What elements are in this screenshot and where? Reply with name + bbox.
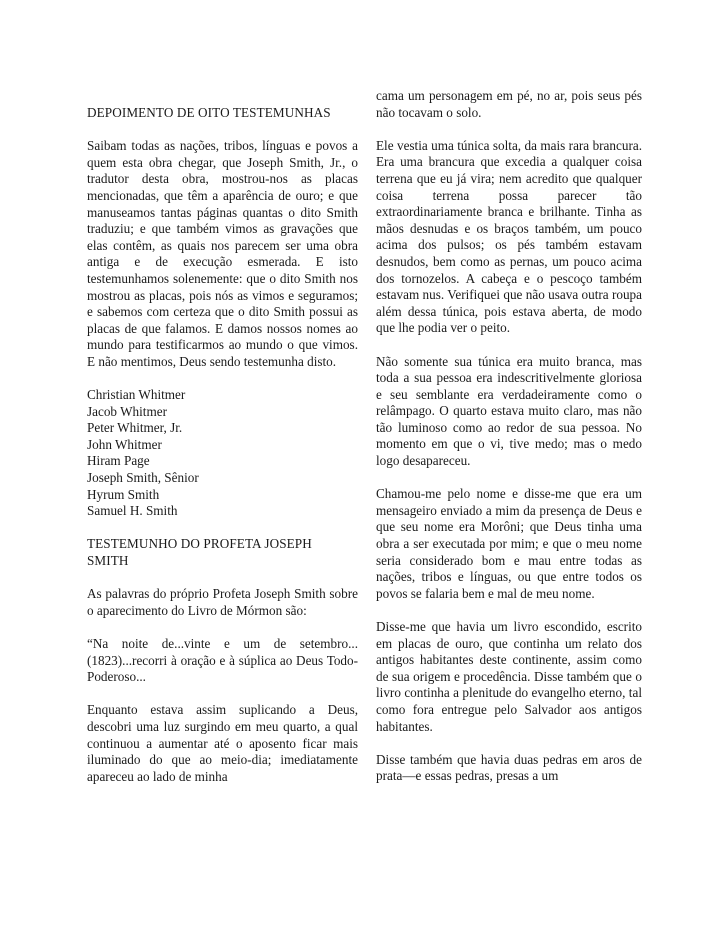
narrative-paragraph: Chamou-me pelo nome e disse-me que era um mensageiro enviado a mim da presença de Deus e que seu nome era Morôni; que Deus tinha uma obra a ser executada por mim; e que o meu nome seria considerado bom e mau entre todas as nações, tribos e línguas, ou que entre todos os povos se falaria bem e mal de meu nome.	[376, 486, 642, 601]
left-column	[87, 105, 358, 802]
section-heading-prophet-testimony	[87, 536, 358, 569]
witness-name: Hiram Page	[87, 453, 150, 469]
witness-name: John Whitmer	[87, 436, 162, 452]
witness-name: Christian Whitmer	[87, 387, 186, 403]
narrative-paragraph: Ele vestia uma túnica solta, da mais rara brancura. Era uma brancura que excedia a qualquer coisa terrena que eu já vira; nem acredito que qualquer coisa terrena possa parecer tão extraordinariamente branca e brilhante. Tinha as mãos desnudas e os braços também, um pouco acima dos pulsos; os pés também estavam desnudos, bem como as pernas, um pouco acima dos tornozelos. A cabeça e o pescoço também estavam nus. Verifiquei que não usava outra roupa além dessa túnica, pois estava aberta, de modo que lhe podia ver o peito.	[376, 137, 642, 336]
witness-name: Jacob Whitmer	[87, 403, 167, 419]
witness-name: Samuel H. Smith	[87, 503, 178, 519]
quote-opening-paragraph: “Na noite de...vinte e um de setembro...(1823)...recorri à oração e à súplica ao Deus Todo-Poderoso...	[87, 636, 358, 685]
narrative-paragraph: cama um personagem em pé, no ar, pois seus pés não tocavam o solo.	[376, 88, 642, 120]
narrative-paragraph: Disse também que havia duas pedras em aros de prata—e essas pedras, presas a um	[376, 751, 642, 784]
eight-witnesses-testimony-paragraph: Saibam todas as nações, tribos, línguas e povos a quem esta obra chegar, que Joseph Smith, Jr., o tradutor desta obra, mostrou-nos as placas mencionadas, que têm a aparência de ouro; e que manuseamos tantas páginas quantas o dito Smith traduziu; e que também vimos as gravações que elas contêm, as quais nos parecem ser uma obra antiga e de execução esmerada. E isto testemunhamos solenemente: que o dito Smith nos mostrou as placas, pois nós as vimos e seguramos; e sabemos com certeza que o dito Smith possui as placas de que falamos. E damos nossos nomes ao mundo para testificarmos ao mundo o que vimos. E não mentimos, Deus sendo testemunha disto.	[87, 138, 358, 369]
narrative-paragraph: Disse-me que havia um livro escondido, escrito em placas de ouro, que continha um relato dos antigos habitantes deste continente, assim como de sua origem e procedência. Disse também que o livro continha a plenitude do evangelho eterno, tal como fora entregue pelo Salvador aos antigos habitantes.	[376, 619, 642, 734]
witness-names-list	[87, 387, 358, 520]
heading-line: TESTEMUNHO DO PROFETA JOSEPH	[87, 536, 312, 552]
intro-paragraph: As palavras do próprio Profeta Joseph Smith sobre o aparecimento do Livro de Mórmon são:	[87, 586, 358, 618]
right-column	[376, 88, 642, 802]
narrative-paragraph: Não somente sua túnica era muito branca, mas toda a sua pessoa era indescritivelmente gloriosa e seu semblante era verdadeiramente como o relâmpago. O quarto estava muito claro, mas não tão luminoso como ao redor de sua pessoa. No momento em que o vi, tive medo; mas o medo logo desapareceu.	[376, 353, 642, 469]
heading-line: SMITH	[87, 553, 129, 569]
witness-name: Joseph Smith, Sênior	[87, 470, 199, 486]
witness-name: Peter Whitmer, Jr.	[87, 420, 183, 436]
narrative-paragraph: Enquanto estava assim suplicando a Deus, descobri uma luz surgindo em meu quarto, a qual continuou a aumentar até o aposento ficar mais iluminado do que ao meio-dia; imediatamente apareceu ao lado de minha	[87, 702, 358, 784]
witness-name: Hyrum Smith	[87, 486, 160, 502]
section-heading-eight-witnesses: DEPOIMENTO DE OITO TESTEMUNHAS	[87, 105, 331, 120]
